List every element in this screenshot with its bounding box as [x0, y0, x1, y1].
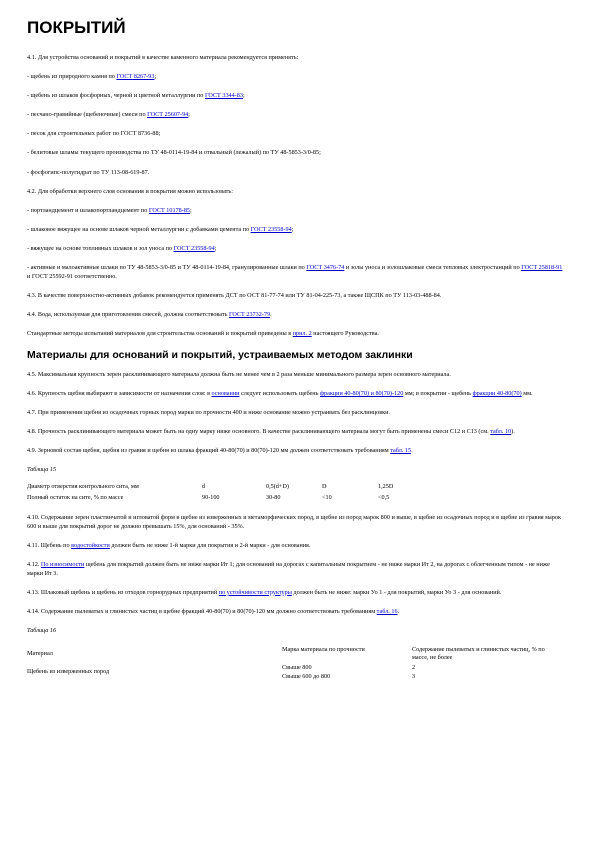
table-cell: 3: [412, 673, 416, 681]
paragraph-text: ;: [154, 73, 157, 81]
paragraph-text: 4.9. Зерновой состав щебня, щебня из гравия и щебня из шлака фракций 40-80(70) и 80(70)-120 мм должен соответствовать требованиям: [27, 447, 391, 455]
paragraph-text: должен быть не ниже: марки Уо 1 - для покрытий, марки Уо 3 - для оснований.: [291, 588, 502, 596]
paragraph-text: ;: [291, 225, 294, 233]
section-heading: Материалы для оснований и покрытий, устраиваемых методом заклинки: [27, 349, 413, 361]
paragraph-q2: [27, 390, 567, 399]
paragraph-text: 4.14. Содержание пылеватых и глинистых частиц в щебне фракций 40-80(70) и 80(70)-120 мм должно соответствовать требованиям: [27, 607, 377, 615]
paragraph-r2: [27, 542, 567, 551]
paragraph-p4: [27, 111, 567, 120]
paragraph-text: - портландцемент и шлакопортландцемент по: [27, 206, 149, 214]
paragraph-r5: [27, 608, 567, 617]
paragraph-text: 4.8. Прочность расклинивающего материала может быть на одну марку ниже основного. В качестве расклинивающего материала могут быть применены смеси С12 и С13 (см.: [27, 428, 491, 436]
paragraph-text: ;: [190, 206, 192, 214]
doc-link[interactable]: прил. 2: [292, 329, 312, 337]
doc-link[interactable]: ГОСТ 25818-91: [521, 264, 563, 272]
paragraph-text: следует использовать щебень: [239, 390, 320, 398]
paragraph-text: должен быть не ниже 1-й марки для покрытия и 2-й марки - для основания.: [109, 541, 311, 549]
paragraph-p1: [27, 54, 567, 63]
table-cell: Свыше 800: [282, 663, 312, 671]
paragraph-text: 4.1. Для устройства оснований и покрытий в качестве каменного материала рекомендуется применять:: [27, 54, 299, 61]
paragraph-text: - вяжущее на основе топливных шлаков и зол уноса по: [27, 244, 174, 252]
paragraph-text: и золы уноса и золошлаковые смеси тепловых электростанций по: [344, 264, 522, 272]
paragraph-p15: [27, 330, 567, 339]
paragraph-q5: [27, 447, 567, 456]
paragraph-text: 4.11. Щебень по: [27, 541, 72, 549]
paragraph-text: ;: [214, 244, 217, 252]
section-crushed-stone-requirements: [27, 514, 567, 616]
doc-link[interactable]: ГОСТ 10178-85: [148, 206, 191, 214]
section-general-materials: [27, 54, 567, 339]
paragraph-text: 4.3. В качестве поверхностно-активных добавок рекомендуется применять ДСТ по ОСТ 81-77-74 или ТУ 81-04-225-73, а также ЩСПК по ТУ 113-03-488-84.: [27, 291, 442, 299]
table-15: [27, 483, 393, 504]
doc-link[interactable]: ГОСТ 23558-94: [250, 225, 292, 233]
table-cell: D: [322, 483, 327, 491]
paragraph-text: и ГОСТ 25592-91 соответственно.: [27, 272, 117, 280]
paragraph-text: 4.5. Максимальная крупность зерен расклинивающего материала должна быть не менее чем в 2 раза меньше минимального размера зерен основного материала.: [27, 371, 451, 378]
paragraph-text: - шлаковое вяжущее на основе шлаков черной металлургии с добавками цемента по: [27, 225, 251, 233]
paragraph-text: ;: [188, 111, 191, 119]
table-cell: Щебень из изверженных пород: [27, 668, 110, 676]
paragraph-text: ;: [243, 92, 245, 100]
table-header-cell: Материал: [27, 649, 53, 657]
paragraph-q4: [27, 428, 567, 437]
table-cell: 30-80: [266, 493, 281, 501]
table-header-cell: Марка материала по прочности: [282, 645, 365, 653]
doc-link[interactable]: по устойчивости структуры: [218, 588, 292, 596]
paragraph-text: - песчано-гравийные (щебеночные) смеси по: [27, 111, 148, 119]
paragraph-text: - щебень из природного камня по: [27, 73, 117, 81]
paragraph-p11: [27, 245, 567, 254]
paragraph-text: .: [270, 310, 272, 318]
paragraph-text: щебень для покрытий должен быть не ниже марки Ит 1; для оснований на дорогах с капитальным покрытием - не ниже марки Ит 2, на дорогах с облегченным типом - не ниже марки Ит 3.: [27, 561, 550, 577]
paragraph-p8: [27, 188, 567, 197]
doc-link[interactable]: основании: [211, 390, 240, 398]
section-wedging-materials: [27, 371, 567, 456]
paragraph-text: 4.13. Шлаковый щебень и щебень из отходов горнорудных предприятий: [27, 588, 219, 596]
doc-link[interactable]: По износимости: [40, 561, 85, 569]
table-row: [27, 483, 393, 494]
paragraph-p10: [27, 226, 567, 235]
doc-link[interactable]: ГОСТ 3344-83: [204, 92, 243, 100]
table-cell: 0,5(d+D): [266, 483, 289, 491]
paragraph-text: 4.2. Для обработки верхнего слоя основания и покрытия можно использовать:: [27, 187, 233, 195]
paragraph-text: - фосфогипс-полугидрат по ТУ 113-08-619-87.: [27, 168, 150, 176]
paragraph-r1: [27, 514, 567, 531]
paragraph-p2: [27, 73, 567, 82]
table-16-caption: Таблица 16: [27, 626, 57, 634]
doc-link[interactable]: водостойкости: [71, 541, 110, 549]
doc-link[interactable]: фракции 40-80(70): [472, 390, 522, 398]
paragraph-p12: [27, 264, 567, 281]
paragraph-text: 4.6. Крупность щебня выбирают в зависимости от назначения слоя: в: [27, 390, 212, 398]
table-row: [27, 494, 393, 505]
doc-link[interactable]: ГОСТ 8267-93: [116, 73, 155, 81]
table-header-cell: Содержание пылеватых и глинистых частиц, % по массе, не более: [412, 645, 545, 662]
paragraph-q3: [27, 409, 567, 418]
paragraph-r3: [27, 561, 567, 578]
table-row: [27, 664, 567, 674]
table-16: [27, 646, 567, 683]
paragraph-text: 4.12.: [27, 561, 41, 569]
doc-link[interactable]: табл. 10: [490, 428, 512, 436]
table-cell: Диаметр отверстия контрольного сита, мм: [27, 483, 139, 491]
paragraph-text: - щебень из шлаков фосфорных, черной и цветной металлургии по: [27, 92, 205, 100]
paragraph-text: - активные и малоактивные шлаки по ТУ 48-5853-3/0-85 и ТУ 48-0114-19-84, гранулированные шлаки по: [27, 264, 307, 272]
paragraph-p13: [27, 292, 567, 301]
table-cell: 90-100: [202, 493, 220, 501]
document-page: [27, 18, 567, 683]
doc-link[interactable]: ГОСТ 23558-94: [173, 244, 215, 252]
doc-link[interactable]: ГОСТ 25607-94: [147, 111, 189, 119]
table-15-caption: Таблица 15: [27, 466, 57, 474]
doc-link[interactable]: фракции 40-80(70) и 80(70)-120: [319, 390, 404, 398]
paragraph-p6: [27, 149, 567, 158]
paragraph-p7: [27, 169, 567, 178]
paragraph-text: .: [397, 607, 400, 615]
table-cell: Свыше 600 до 800: [282, 673, 331, 681]
table-cell: <0,5: [378, 493, 390, 501]
table-header-row: [27, 646, 567, 664]
paragraph-text: мм; в покрытии - щебень: [403, 390, 473, 398]
page-heading: ПОКРЫТИЙ: [27, 18, 126, 37]
table-cell: 1,25D: [378, 483, 394, 491]
paragraph-text: .: [411, 447, 413, 455]
paragraph-q1: [27, 371, 567, 380]
paragraph-text: 4.7. При применении щебня из осадочных горных пород марки по прочности 400 и ниже основание можно устраивать без расклинцовки.: [27, 409, 391, 417]
doc-link[interactable]: ГОСТ 23732-79: [228, 310, 271, 318]
paragraph-text: мм.: [521, 390, 533, 398]
doc-link[interactable]: табл. 16: [376, 607, 398, 615]
paragraph-p3: [27, 92, 567, 101]
paragraph-p5: [27, 130, 567, 139]
paragraph-p14: [27, 311, 567, 320]
paragraph-text: 4.10. Содержание зерен пластинчатой и игловатой форм в щебне из изверженных и метаморфических пород, в щебне из пород марок 800 и выше, в щебне из осадочных пород и в щебне из гравия марок 600 и выше для покрытий дорог не должно превышать 15%, для оснований - 35%.: [27, 514, 561, 530]
table-cell: <10: [322, 493, 332, 501]
table-cell: Полный остаток на сите, % по массе: [27, 493, 124, 501]
table-cell: d: [202, 483, 206, 491]
paragraph-text: 4.4. Вода, используемая для приготовления смесей, должна соответствовать: [27, 310, 229, 318]
paragraph-text: Стандартные методы испытаний материалов для строительства оснований и покрытий приведены в: [27, 329, 293, 337]
paragraph-text: ).: [511, 428, 515, 436]
paragraph-p9: [27, 207, 567, 216]
table-cell: 2: [412, 663, 416, 671]
paragraph-text: - белитовые шламы текущего производства по ТУ 48-0114-19-84 и отвальный (лежалый) по ТУ 48-5853-3/0-85;: [27, 149, 321, 157]
paragraph-text: настоящего Руководства.: [311, 329, 379, 337]
doc-link[interactable]: ГОСТ 3476-74: [306, 264, 345, 272]
paragraph-r4: [27, 589, 567, 598]
doc-link[interactable]: табл. 15: [390, 447, 412, 455]
paragraph-text: - песок для строительных работ по ГОСТ 8736-88;: [27, 130, 161, 138]
